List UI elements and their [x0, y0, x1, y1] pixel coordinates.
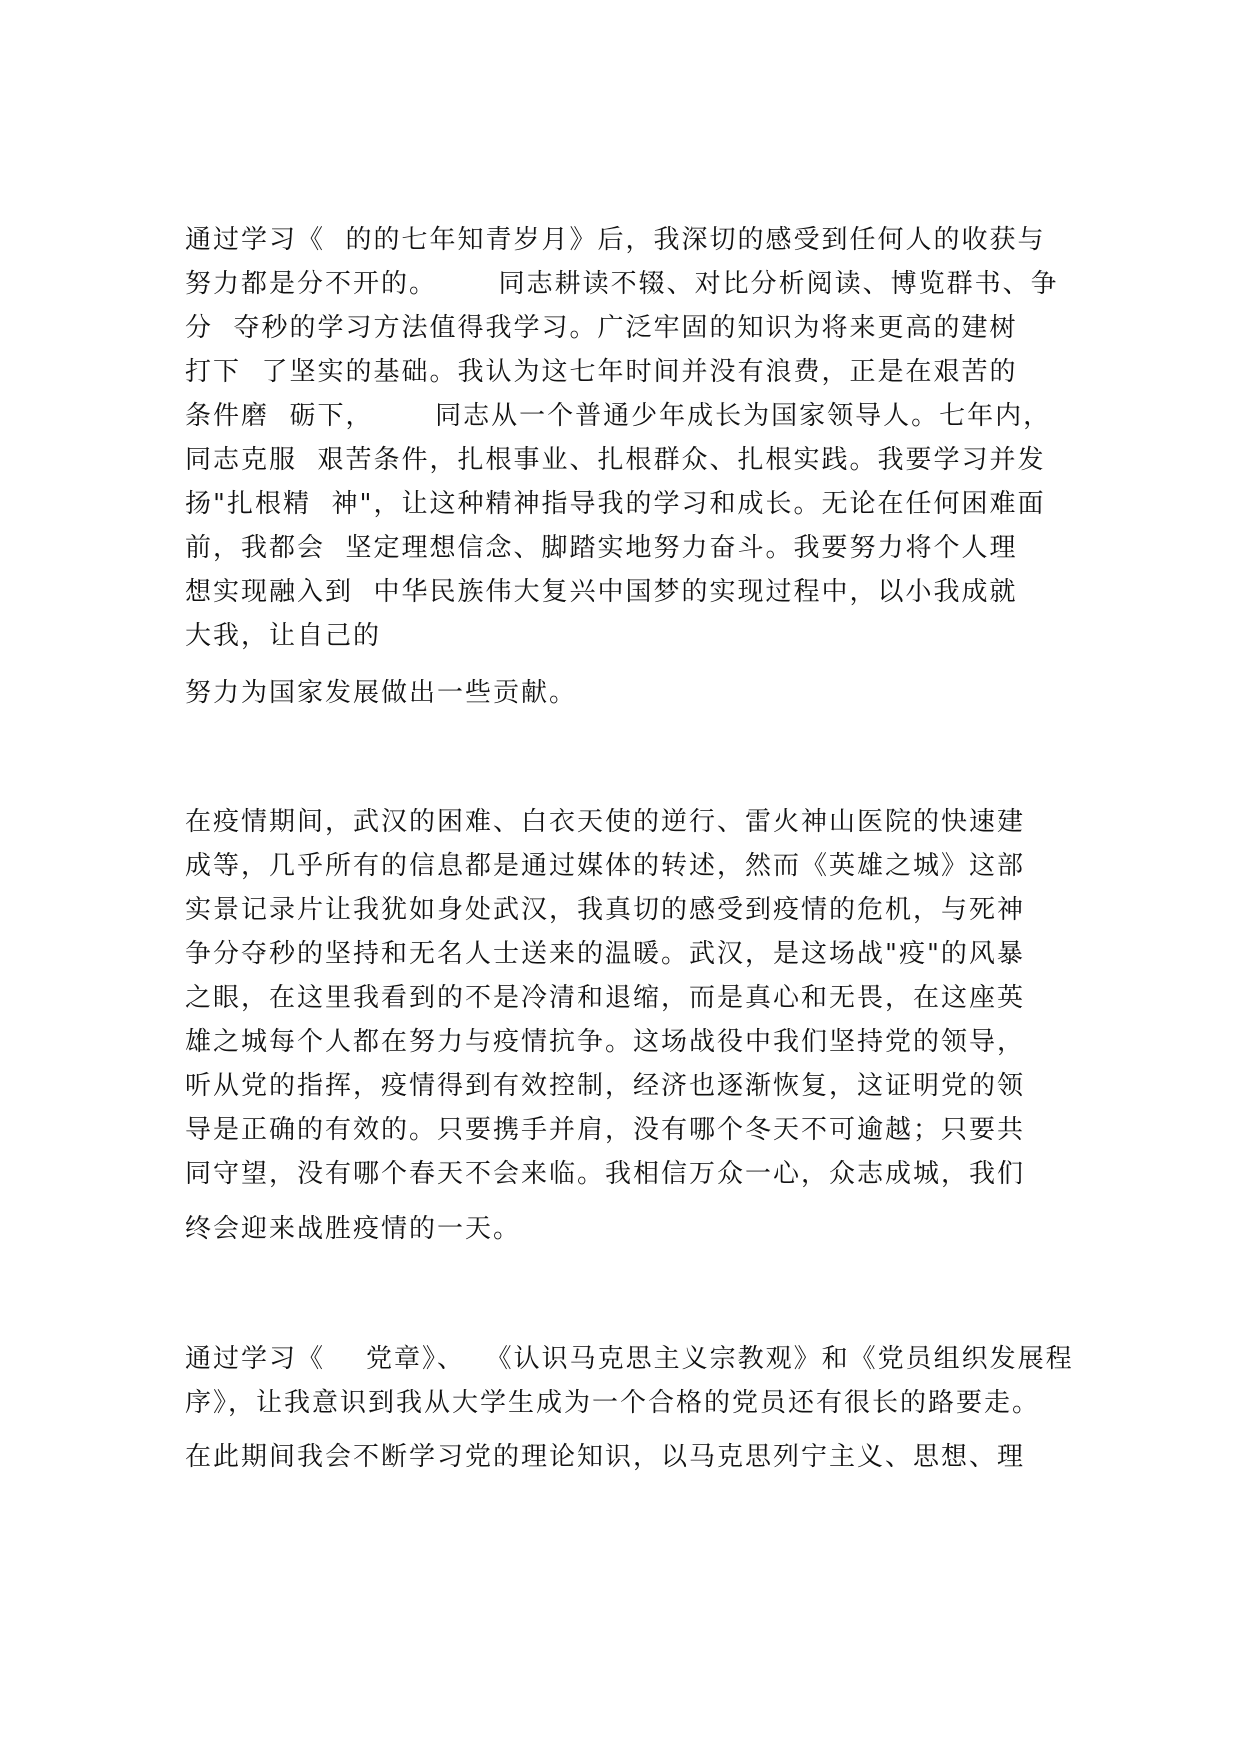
paragraph-line: 通过学习《 党章》、 《认识马克思主义宗教观》和《党员组织发展程	[185, 1344, 1074, 1374]
paragraph-line: 听从党的指挥，疫情得到有效控制，经济也逐渐恢复，这证明党的领	[185, 1071, 1026, 1101]
paragraph-line: 努力为国家发展做出一些贡献。	[185, 678, 578, 708]
paragraph-line: 实景记录片让我犹如身处武汉，我真切的感受到疫情的危机，与死神	[185, 895, 1026, 925]
paragraph-line: 分 夺秒的学习方法值得我学习。广泛牢固的知识为将来更高的建树	[185, 313, 1018, 343]
paragraph-line: 想实现融入到 中华民族伟大复兴中国梦的实现过程中，以小我成就	[185, 577, 1018, 607]
paragraph-line: 在疫情期间，武汉的困难、白衣天使的逆行、雷火神山医院的快速建	[185, 807, 1026, 837]
paragraph-line: 终会迎来战胜疫情的一天。	[185, 1214, 522, 1244]
paragraph-line: 通过学习《 的的七年知青岁月》后，我深切的感受到任何人的收获与	[185, 225, 1046, 255]
paragraph-line: 前，我都会 坚定理想信念、脚踏实地努力奋斗。我要努力将个人理	[185, 533, 1018, 563]
paragraph-line: 大我，让自己的	[185, 621, 382, 651]
paragraph-line: 打下 了坚实的基础。我认为这七年时间并没有浪费，正是在艰苦的	[185, 357, 1018, 387]
paragraph-line: 争分夺秒的坚持和无名人士送来的温暖。武汉，是这场战"疫"的风暴	[185, 939, 1025, 969]
paragraph-line: 成等，几乎所有的信息都是通过媒体的转述，然而《英雄之城》这部	[185, 851, 1026, 881]
paragraph-line: 同守望，没有哪个春天不会来临。我相信万众一心，众志成城，我们	[185, 1159, 1026, 1189]
paragraph-line: 雄之城每个人都在努力与疫情抗争。这场战役中我们坚持党的领导，	[185, 1027, 1026, 1057]
paragraph-line: 条件磨 砺下， 同志从一个普通少年成长为国家领导人。七年内，	[185, 401, 1052, 431]
paragraph-line: 导是正确的有效的。只要携手并肩，没有哪个冬天不可逾越；只要共	[185, 1115, 1026, 1145]
paragraph-line: 在此期间我会不断学习党的理论知识，以马克思列宁主义、思想、理	[185, 1442, 1026, 1472]
paragraph-line: 扬"扎根精 神"，让这种精神指导我的学习和成长。无论在任何困难面	[185, 489, 1046, 519]
paragraph-line: 同志克服 艰苦条件，扎根事业、扎根群众、扎根实践。我要学习并发	[185, 445, 1046, 475]
paragraph-line: 之眼，在这里我看到的不是冷清和退缩，而是真心和无畏，在这座英	[185, 983, 1026, 1013]
paragraph-line: 努力都是分不开的。 同志耕读不辍、对比分析阅读、博览群书、争	[185, 269, 1059, 299]
paragraph-line: 序》，让我意识到我从大学生成为一个合格的党员还有很长的路要走。	[185, 1388, 1041, 1418]
